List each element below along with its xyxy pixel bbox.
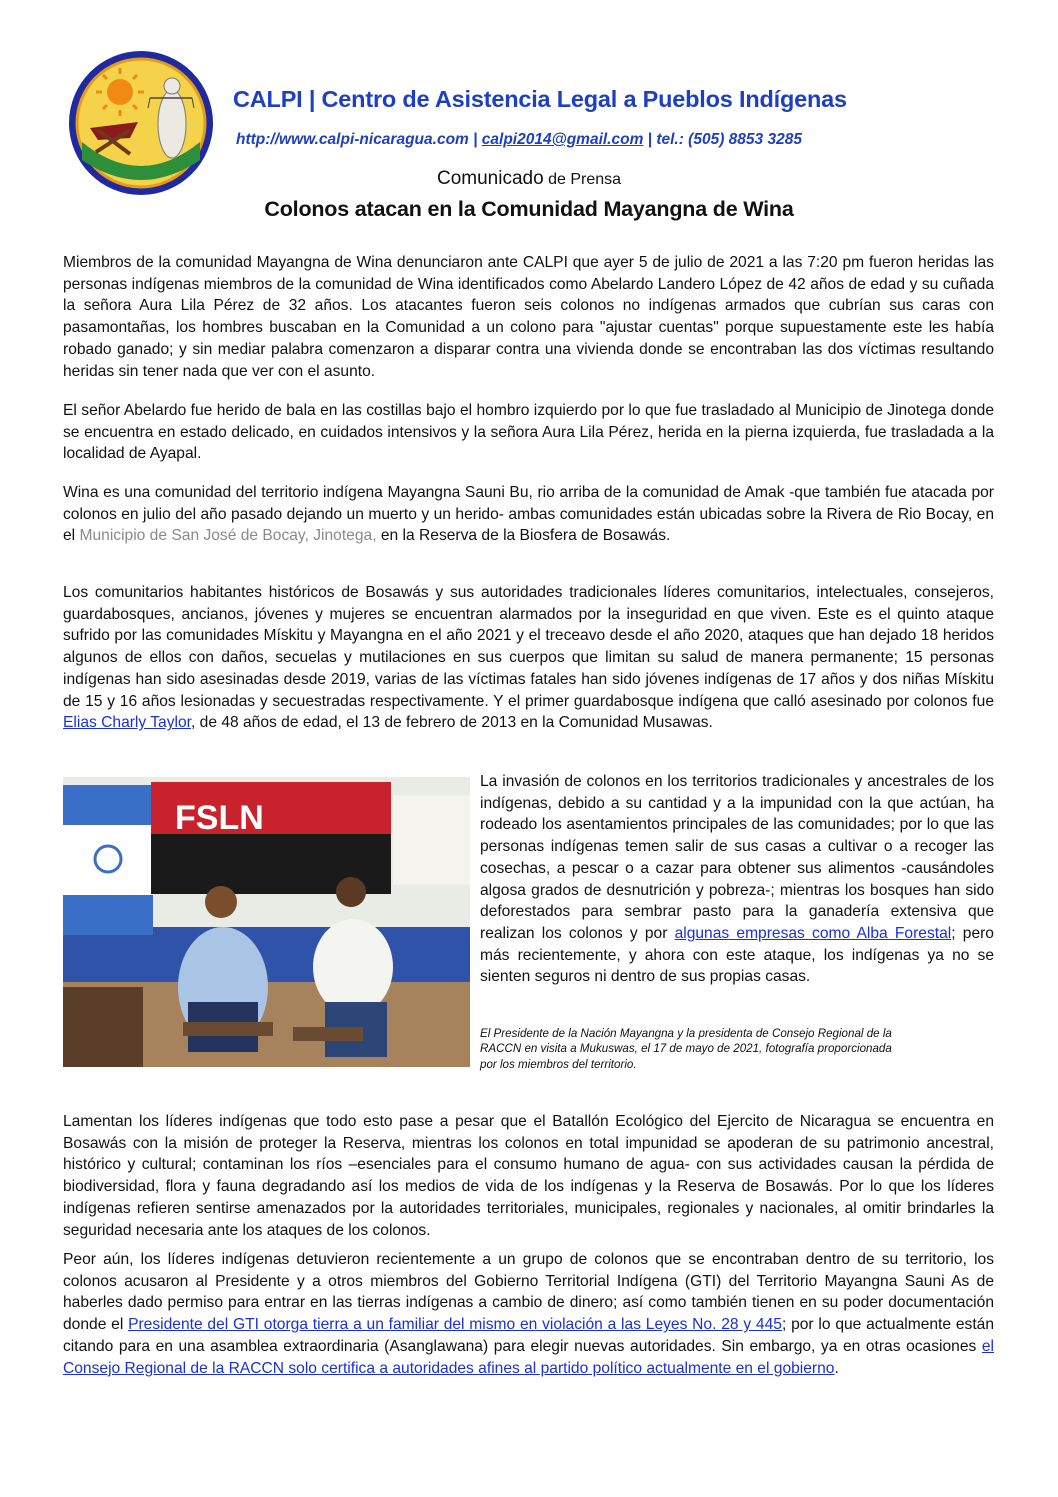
kicker-main: Comunicado [436, 168, 544, 189]
gti-land-link[interactable]: Presidente del GTI otorga tierra a un familiar del mismo en violación a las Leyes No. 28 y 445 [128, 1316, 782, 1334]
side-paragraph-text: La invasión de colonos en los territorios tradicionales y ancestrales de los indígenas, debido a su cantidad y a la impunidad con la que actúan, ha rodeado los asentamientos principales de las comunidades; por lo que las personas indígenas temen salir de sus casas a cultivar o a recoger las cosechas, a pescar o a cazar para obtener sus alimentos -causándoles algosa grados de desnutrición y pobreza-; mientras los bosques han sido deforestados para sembrar pasto para la ganadería extensiva que realizan los colonos y por [480, 773, 994, 942]
kicker-small: de Prensa [543, 171, 622, 188]
paragraph-3-text-end: en la Reserva de la Biosfera de Bosawás. [376, 527, 671, 545]
paragraph-4 [63, 582, 994, 734]
consejo-regional-link[interactable]: el Consejo Regional de la RACCN solo certifica a autoridades afines al partido político actualmente en el gobierno [63, 1337, 994, 1377]
org-title: CALPI | Centro de Asistencia Legal a Pueblos Indígenas [233, 86, 847, 112]
municipality-mention: Municipio de San José de Bocay, Jinotega, [79, 527, 377, 545]
paragraph-4-text: Los comunitarios habitantes históricos de Bosawás y sus autoridades tradicionales líderes comunitarios, intelectuales, consejeros, guardabosques, ancianos, jóvenes y mujeres se encuentran alarmados por la inseguridad en que viven. Este es el quinto ataque sufrido por las comunidades Mískitu y Mayangna en el año 2021 y el treceavo desde el año 2020, ataques que han dejado 18 heridos algunos de ellos con daños, secuelas y mutilaciones en sus cuerpos que limitan su salud de manera permanente; 15 personas indígenas han sido asesinadas desde 2019, varias de las víctimas fatales han sido jóvenes indígenas de 17 años y dos niñas Mískitu de 15 y 16 años lesionadas y secuestradas respectivamente. Y el primer guardabosque indígena que calló asesinado por colonos fue [63, 584, 994, 710]
paragraph-4-text-end: , de 48 años de edad, el 13 de febrero de 2013 en la Comunidad Musawas. [190, 714, 713, 732]
photo-caption: El Presidente de la Nación Mayangna y la presidenta de Consejo Regional de la RACCN en visita a Mukuswas, el 17 de mayo de 2021, fotografía proporcionada por los miembros del territorio. [480, 1027, 892, 1071]
side-paragraph [480, 771, 994, 988]
side-paragraph-text-end: ; pero más recientemente, y ahora con este ataque, los indígenas ya no se sienten seguros ni dentro de sus propias casas. [480, 924, 994, 986]
phone-number: tel.: (505) 8853 3285 [656, 131, 802, 148]
paragraph-2: El señor Abelardo fue herido de bala en las costillas bajo el hombro izquierdo por lo que fue trasladado al Municipio de Jinotega donde se encuentra en estado delicado, en cuidados intensivos y la señora Aura Lila Pérez, herida en la pierna izquierda, fue trasladada a la localidad de Ayapal. [63, 402, 994, 463]
elias-charly-taylor-link[interactable]: Elias Charly Taylor [63, 714, 191, 732]
paragraph-6 [63, 1249, 994, 1379]
website-link[interactable]: http://www.calpi-nicaragua.com [236, 131, 469, 148]
alba-forestal-link[interactable]: algunas empresas como Alba Forestal [674, 924, 952, 942]
meeting-photo [63, 777, 470, 1067]
paragraph-5: Lamentan los líderes indígenas que todo esto pase a pesar que el Batallón Ecológico del Ejercito de Nicaragua se encuentra en Bosawás con la misión de proteger la Reserva, mientras los colonos en total impunidad se apoderan de su patrimonio ancestral, histórico y cultural; contaminan los ríos –esenciales para el consumo humano de agua- con sus actividades causan la pérdida de biodiversidad, flora y fauna degradando así los medios de vida de los indígenas y la Reserva de Bosawás. Por lo que los líderes indígenas refieren sentirse amenazados por la autoridades territoriales, municipales, regionales y nacionales, al omitir brindarles la seguridad necesaria ante los ataques de los colonos. [63, 1113, 994, 1239]
separator: | [643, 131, 657, 148]
paragraph-3 [63, 482, 994, 547]
email-link[interactable]: calpi2014@gmail.com [481, 131, 644, 148]
separator: | [468, 131, 482, 148]
paragraph-6-text-mid: ; por lo que actualmente están citando para en una asamblea extraordinaria (Asanglawana) para elegir nuevas autoridades. Sin embargo, ya en otras ocasiones [63, 1316, 994, 1355]
headline: Colonos atacan en la Comunidad Mayangna de Wina [264, 197, 794, 221]
paragraph-6-text-end: . [834, 1359, 839, 1377]
flag-text: FSLN [175, 799, 264, 837]
paragraph-3-text: Wina es una comunidad del territorio indígena Mayangna Sauni Bu, rio arriba de la comunidad de Amak -que también fue atacada por colonos en julio del año pasado dejando un muerto y un herido- ambas comunidades están ubicadas sobre la Rivera de Rio Bocay, en el [63, 484, 994, 545]
contact-line [236, 131, 802, 149]
press-release-label [0, 168, 1058, 190]
paragraph-1: Miembros de la comunidad Mayangna de Wina denunciaron ante CALPI que ayer 5 de julio de 2021 a las 7:20 pm fueron heridas las personas indígenas miembros de la comunidad de Wina identificados como Abelardo Landero López de 42 años de edad y su cuñada la señora Aura Lila Pérez de 32 años. Los atacantes fueron seis colonos no indígenas armados que cubrían sus caras con pasamontañas, los hombres buscaban en la Comunidad a un colono para "ajustar cuentas" porque supuestamente este les había robado ganado; y sin mediar palabra comenzaron a disparar contra una vivienda donde se encontraban las dos víctimas resultando heridas sin tener nada que ver con el asunto. [63, 254, 994, 380]
paragraph-6-text: Peor aún, los líderes indígenas detuvieron recientemente a un grupo de colonos que se encontraban dentro de su territorio, los colonos acusaron al Presidente y a otros miembros del Gobierno Territorial Indígena (GTI) del Territorio Mayangna Sauni As de haberles dado permiso para entrar en las tierras indígenas a cambio de dinero; así como también tienen en su poder documentación donde el [63, 1251, 994, 1334]
